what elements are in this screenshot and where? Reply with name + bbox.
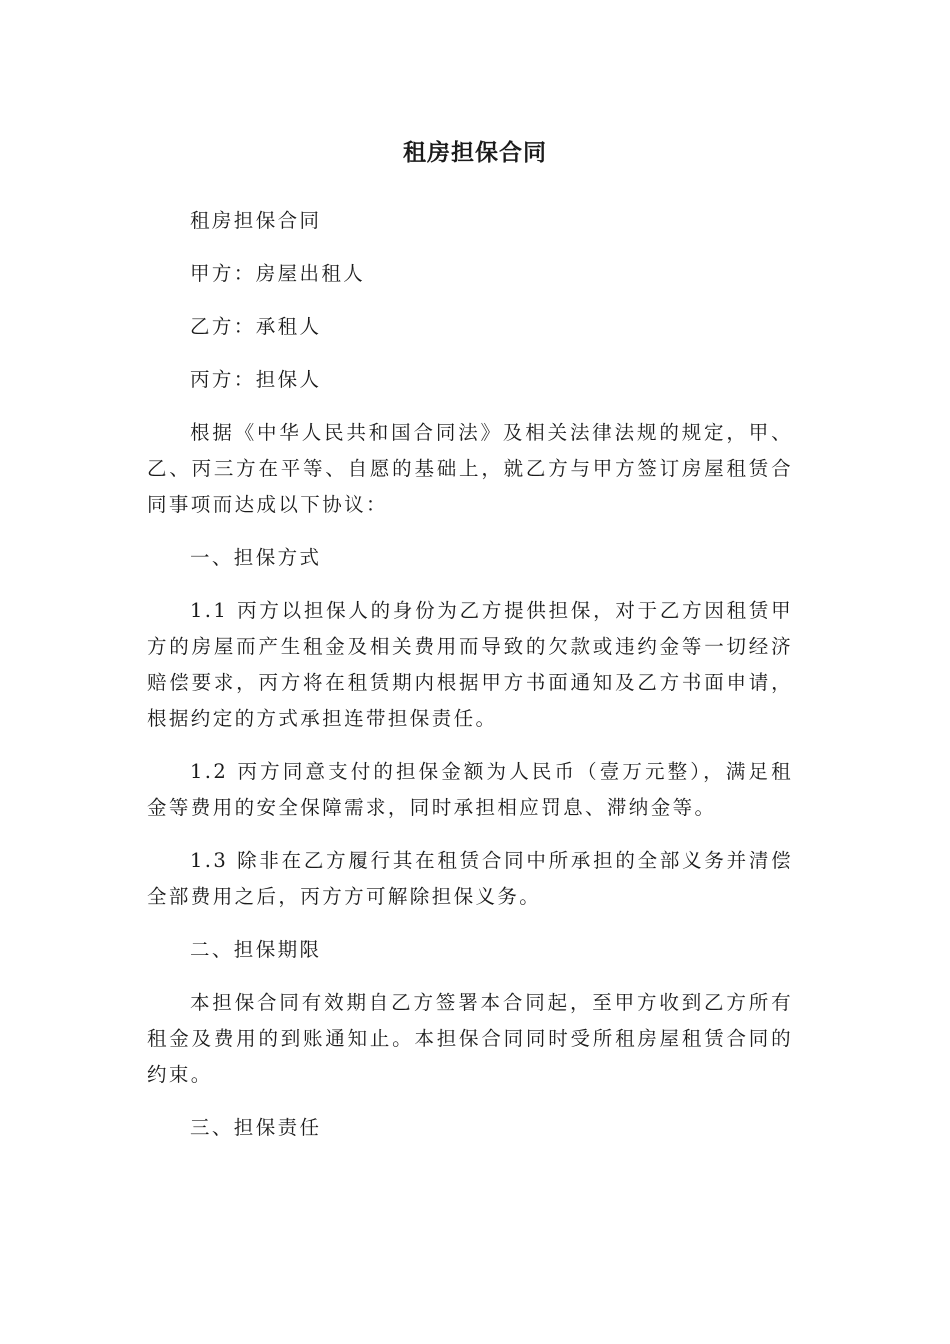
clause-2: 本担保合同有效期自乙方签署本合同起，至甲方收到乙方所有租金及费用的到账通知止。本担保合同同时受所租房屋租赁合同的约束。 [147, 991, 793, 1086]
section-heading-3: 三、担保责任 [190, 1116, 322, 1139]
clause-1-3: 1.3 除非在乙方履行其在租赁合同中所承担的全部义务并清偿全部费用之后，丙方方可解除担保义务。 [147, 849, 793, 908]
paragraph-party-b: 乙方：承租人 [190, 315, 322, 338]
paragraph-party-a: 甲方：房屋出租人 [190, 262, 366, 285]
paragraph-preamble: 根据《中华人民共和国合同法》及相关法律法规的规定，甲、乙、丙三方在平等、自愿的基础上，就乙方与甲方签订房屋租赁合同事项而达成以下协议： [147, 421, 793, 516]
section-heading-2: 二、担保期限 [190, 938, 322, 961]
clause-1-1: 1.1 丙方以担保人的身份为乙方提供担保，对于乙方因租赁甲方的房屋而产生租金及相关费用而导致的欠款或违约金等一切经济赔偿要求，丙方将在租赁期内根据甲方书面通知及乙方书面申请，根据约定的方式承担连带担保责任。 [147, 599, 793, 730]
document-body [147, 203, 793, 1163]
section-heading-1: 一、担保方式 [190, 546, 322, 569]
document-title: 租房担保合同 [403, 140, 547, 166]
clause-1-2: 1.2 丙方同意支付的担保金额为人民币（壹万元整），满足租金等费用的安全保障需求，同时承担相应罚息、滞纳金等。 [147, 760, 793, 819]
paragraph-heading: 租房担保合同 [190, 209, 322, 232]
paragraph-party-c: 丙方：担保人 [190, 368, 322, 391]
